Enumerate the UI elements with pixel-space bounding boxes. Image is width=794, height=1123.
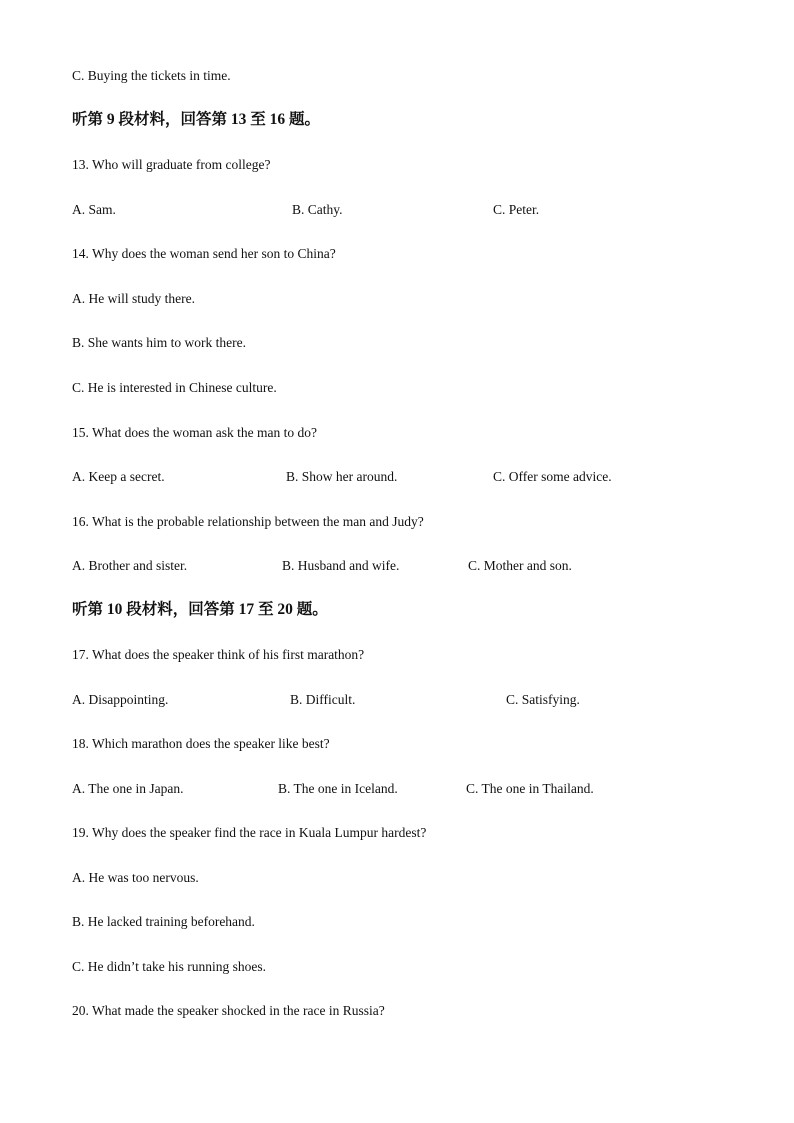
- q17-option-b: B. Difficult.: [290, 692, 356, 707]
- question-18: 18. Which marathon does the speaker like best?: [72, 736, 330, 751]
- q15-option-b: B. Show her around.: [286, 469, 398, 484]
- q13-option-a: A. Sam.: [72, 202, 116, 217]
- question-19: 19. Why does the speaker find the race in Kuala Lumpur hardest?: [72, 825, 427, 840]
- q18-option-b: B. The one in Iceland.: [278, 781, 398, 796]
- q14-option-a: A. He will study there.: [72, 291, 195, 306]
- question-13: 13. Who will graduate from college?: [72, 157, 271, 172]
- q19-option-c: C. He didn’t take his running shoes.: [72, 959, 266, 974]
- question-20: 20. What made the speaker shocked in the race in Russia?: [72, 1003, 385, 1018]
- q18-option-c: C. The one in Thailand.: [466, 781, 594, 796]
- question-15: 15. What does the woman ask the man to do?: [72, 425, 317, 440]
- q14-option-b: B. She wants him to work there.: [72, 335, 246, 350]
- section-10-heading: 听第 10 段材料，回答第 17 至 20 题。: [72, 601, 328, 618]
- q17-option-c: C. Satisfying.: [506, 692, 580, 707]
- q14-option-c: C. He is interested in Chinese culture.: [72, 380, 277, 395]
- q16-option-a: A. Brother and sister.: [72, 558, 188, 573]
- section-9-heading: 听第 9 段材料，回答第 13 至 16 题。: [72, 111, 321, 128]
- q19-option-b: B. He lacked training beforehand.: [72, 914, 255, 929]
- q16-option-b: B. Husband and wife.: [282, 558, 400, 573]
- q12-option-c: C. Buying the tickets in time.: [72, 68, 231, 83]
- q17-option-a: A. Disappointing.: [72, 692, 169, 707]
- question-17: 17. What does the speaker think of his first marathon?: [72, 647, 365, 662]
- q18-option-a: A. The one in Japan.: [72, 781, 184, 796]
- q19-option-a: A. He was too nervous.: [72, 870, 199, 885]
- question-14: 14. Why does the woman send her son to China?: [72, 246, 336, 261]
- q13-option-b: B. Cathy.: [292, 202, 343, 217]
- q13-option-c: C. Peter.: [493, 202, 540, 217]
- q15-option-c: C. Offer some advice.: [493, 469, 612, 484]
- q16-option-c: C. Mother and son.: [468, 558, 572, 573]
- question-16: 16. What is the probable relationship between the man and Judy?: [72, 514, 424, 529]
- q15-option-a: A. Keep a secret.: [72, 469, 165, 484]
